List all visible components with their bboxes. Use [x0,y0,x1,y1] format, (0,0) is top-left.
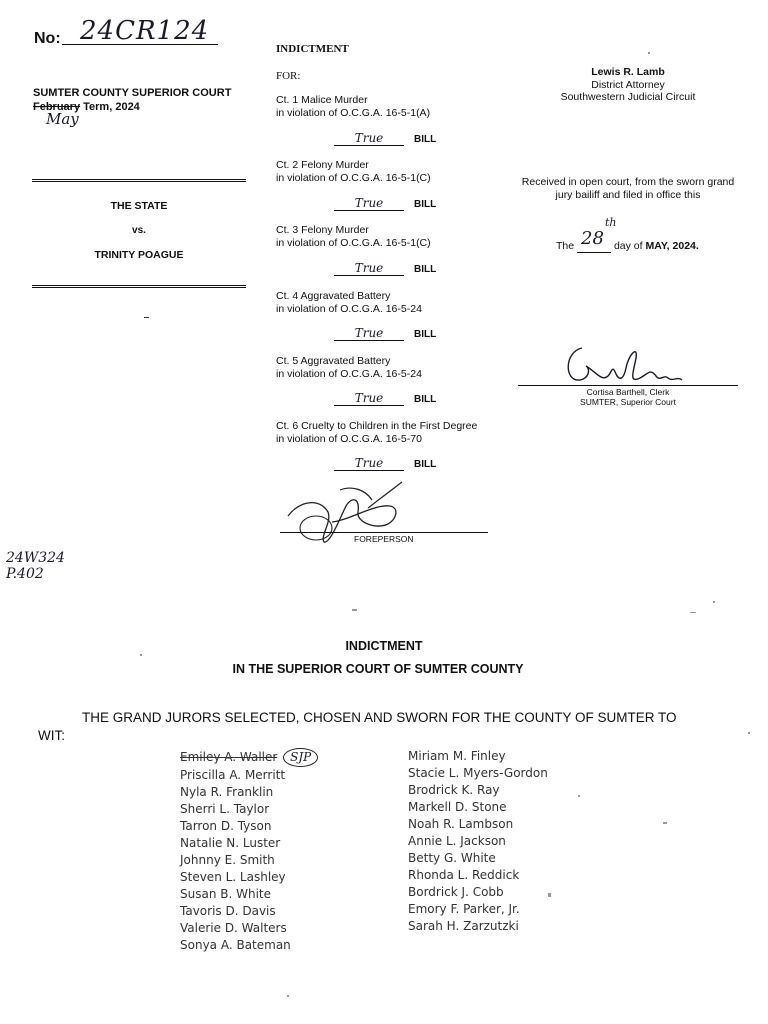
count-statute: in violation of O.C.G.A. 16-5-1(C) [276,237,431,249]
juror-struck-name: Emiley A. Waller [180,750,278,764]
vs-label: vs. [132,225,146,236]
clerk-signature [560,338,690,390]
scan-speck [713,601,715,603]
count-statute: in violation of O.C.G.A. 16-5-24 [276,368,422,380]
count-title: Ct. 6 Cruelty to Children in the First Degree [276,420,478,432]
attorney-circuit: Southwestern Judicial Circuit [560,91,696,103]
term-rest: Term, 2024 [80,101,140,113]
scan-speck [748,732,750,734]
juror-list-right [408,748,548,935]
true-signature: True [334,196,404,211]
juror-name: Rhonda L. Reddick [408,868,520,882]
attorney-title: District Attorney [591,78,665,91]
count-statute: in violation of O.C.G.A. 16-5-1(A) [276,107,431,119]
juror-name: Noah R. Lambson [408,817,514,831]
count-statute: in violation of O.C.G.A. 16-5-70 [276,433,422,445]
filing-the: The [556,240,575,252]
juror-struck [180,748,318,767]
clerk-name: Cortisa Barthell, Clerk [586,387,670,397]
bill-label: BILL [414,264,437,275]
bill-label: BILL [414,394,437,405]
juror-name: Bordrick J. Cobb [408,885,504,899]
body-heading-indictment: INDICTMENT [345,639,423,653]
for-label: FOR: [276,70,301,82]
bill-line-2 [334,195,444,213]
body-wit: WIT: [38,728,65,743]
juror-name: Tavoris D. Davis [180,904,276,918]
case-number-handwritten: 24CR124 [80,16,210,46]
filing-date-line [556,216,699,253]
count-2 [276,159,431,185]
clerk-line [518,385,738,386]
case-number-label: No: [34,30,61,47]
count-5 [276,355,422,381]
juror-name: Natalie N. Luster [180,836,281,850]
count-title: Ct. 5 Aggravated Battery [276,355,391,367]
true-signature: True [334,456,404,471]
juror-name: Sherri L. Taylor [180,802,270,816]
juror-name: Miriam M. Finley [408,749,506,763]
bill-label: BILL [414,329,437,340]
bill-line-4 [334,325,444,343]
count-title: Ct. 1 Malice Murder [276,94,368,106]
filing-day-suffix: th [605,216,617,229]
juror-name: Valerie D. Walters [180,921,287,935]
juror-list-left [180,748,318,954]
dash-mark [144,317,149,318]
bill-label: BILL [414,199,437,210]
parties-bottom-rule [32,285,246,292]
true-signature: True [334,261,404,276]
term-handwritten: May [46,110,79,128]
parties-top-rule [32,179,246,186]
juror-name: Sonya A. Bateman [180,938,291,952]
juror-name: Susan B. White [180,887,272,901]
scan-speck [690,612,696,613]
scan-speck [140,654,142,656]
count-3 [276,224,431,250]
count-6 [276,420,477,446]
foreperson-line [280,532,488,533]
term-struck: February [33,101,81,113]
body-heading-court: IN THE SUPERIOR COURT OF SUMTER COUNTY [232,662,524,676]
bill-line-1 [334,130,444,148]
juror-struck-initials: SJP [283,748,318,767]
scan-speck [663,822,667,824]
count-statute: in violation of O.C.G.A. 16-5-1(C) [276,172,431,184]
filing-text: Received in open court, from the sworn grand jury bailiff and filed in office this [521,176,735,201]
bill-line-5 [334,390,444,408]
filing-day-blank [577,216,617,253]
attorney-name: Lewis R. Lamb [591,66,665,78]
juror-name: Priscilla A. Merritt [180,768,286,782]
bill-line-3 [334,260,444,278]
foreperson-label: FOREPERSON [354,534,414,544]
true-signature: True [334,391,404,406]
scan-speck [648,52,650,54]
filing-day-of: day of [613,240,643,252]
margin-note-line1: 24W324 [6,550,65,566]
attorney-block [540,66,716,104]
count-1 [276,94,430,120]
juror-name: Brodrick K. Ray [408,783,500,797]
juror-name: Markell D. Stone [408,800,507,814]
juror-name: Annie L. Jackson [408,834,506,848]
scan-speck [578,795,580,797]
body-intro: THE GRAND JURORS SELECTED, CHOSEN AND SWORN FOR THE COUNTY OF SUMTER TO [82,710,677,725]
clerk-court: SUMTER, Superior Court [580,397,676,407]
defendant-name: TRINITY POAGUE [94,249,184,261]
bill-label: BILL [414,459,437,470]
count-statute: in violation of O.C.G.A. 16-5-24 [276,303,422,315]
scan-speck [352,609,357,611]
margin-note [6,550,65,582]
scan-speck [548,893,551,897]
court-name: SUMTER COUNTY SUPERIOR COURT [33,87,232,99]
juror-name: Stacie L. Myers-Gordon [408,766,548,780]
indictment-heading: INDICTMENT [276,43,349,55]
true-signature: True [334,326,404,341]
margin-note-line2: P.402 [6,566,44,582]
count-4 [276,290,422,316]
juror-name: Emory F. Parker, Jr. [408,902,520,916]
juror-name: Johnny E. Smith [180,853,275,867]
bill-line-6 [334,455,444,473]
scan-speck [287,995,289,997]
count-title: Ct. 3 Felony Murder [276,224,369,236]
state-label: THE STATE [110,200,168,212]
juror-name: Nyla R. Franklin [180,785,274,799]
juror-name: Betty G. White [408,851,496,865]
bill-label: BILL [414,134,437,145]
clerk-block [518,387,738,407]
juror-name: Tarron D. Tyson [180,819,272,833]
filing-day-handwritten: 28 [581,228,604,249]
juror-name: Steven L. Lashley [180,870,286,884]
juror-name: Sarah H. Zarzutzki [408,919,519,933]
count-title: Ct. 4 Aggravated Battery [276,290,391,302]
count-title: Ct. 2 Felony Murder [276,159,369,171]
true-signature: True [334,131,404,146]
filing-month-year: MAY, 2024. [645,240,699,252]
